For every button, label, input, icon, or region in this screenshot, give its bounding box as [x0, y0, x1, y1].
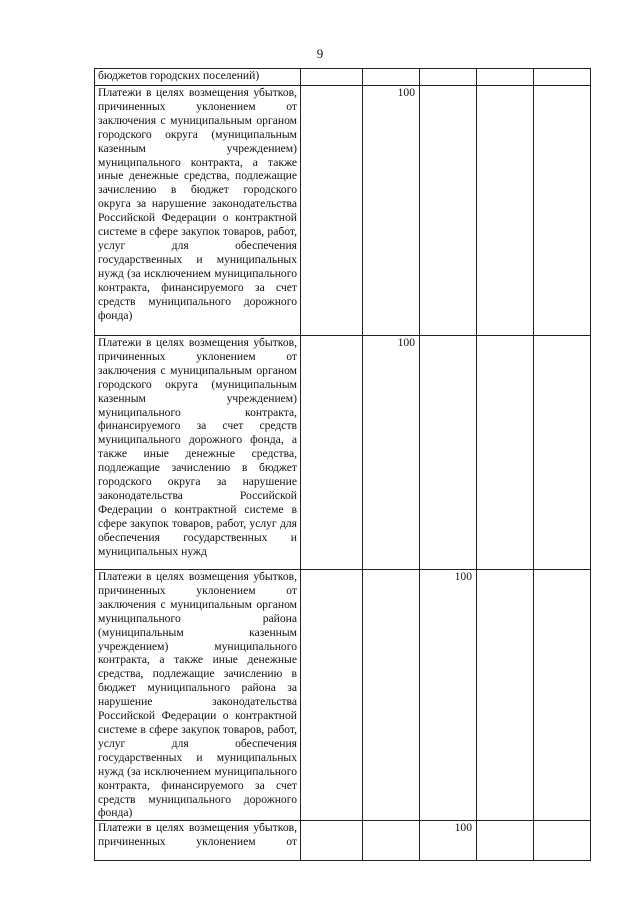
value-cell [363, 570, 420, 821]
table-row [95, 821, 591, 861]
value-cell [534, 336, 591, 570]
value-cell [477, 336, 534, 570]
table-row [95, 336, 591, 570]
value-cell [477, 86, 534, 336]
table-row [95, 69, 591, 86]
revenue-description: Платежи в целях возмещения убытков, причиненных уклонением от [95, 821, 301, 861]
value-cell: 100 [420, 570, 477, 821]
revenue-description: Платежи в целях возмещения убытков, причиненных уклонением от заключения с муниципальным органом муниципального района (муниципальным казенным учреждением) муниципального контракта, а также иные денежные средства, подлежащие зачислению в бюджет муниципального района за нарушение законодательства Российской Федерации о контрактной системе в сфере закупок товаров, работ, услуг для обеспечения государственных и муниципальных нужд (за исключением муниципального контракта, финансируемого за счет средств муниципального дорожного фонда) [95, 570, 301, 821]
value-cell [420, 86, 477, 336]
revenue-description: бюджетов городских поселений) [95, 69, 301, 86]
value-cell [477, 570, 534, 821]
value-cell [301, 69, 363, 86]
value-cell [477, 69, 534, 86]
value-cell [301, 570, 363, 821]
value-cell [534, 69, 591, 86]
revenue-description: Платежи в целях возмещения убытков, причиненных уклонением от заключения с муниципальным органом городского округа (муниципальным казенным учреждением) муниципального контракта, а также иные денежные средства, подлежащие зачислению в бюджет городского округа за нарушение законодательства Российской Федерации о контрактной системе в сфере закупок товаров, работ, услуг для обеспечения государственных и муниципальных нужд (за исключением муниципального контракта, финансируемого за счет средств муниципального дорожного фонда) [95, 86, 301, 336]
value-cell [420, 336, 477, 570]
page-number: 9 [316, 46, 324, 61]
value-cell [363, 69, 420, 86]
value-cell [301, 336, 363, 570]
value-cell: 100 [363, 86, 420, 336]
value-cell [420, 69, 477, 86]
value-cell: 100 [420, 821, 477, 861]
value-cell [363, 821, 420, 861]
value-cell [534, 570, 591, 821]
value-cell [534, 821, 591, 861]
revenue-description: Платежи в целях возмещения убытков, причиненных уклонением от заключения с муниципальным органом городского округа (муниципальным казенным учреждением) муниципального контракта, финансируемого за счет средств муниципального дорожного фонда, а также иные денежные средства, подлежащие зачислению в бюджет городского округа за нарушение законодательства Российской Федерации о контрактной системе в сфере закупок товаров, работ, услуг для обеспечения государственных и муниципальных нужд [95, 336, 301, 570]
budget-distribution-table [94, 68, 591, 861]
value-cell [301, 86, 363, 336]
table-row [95, 570, 591, 821]
value-cell: 100 [363, 336, 420, 570]
value-cell [301, 821, 363, 861]
value-cell [477, 821, 534, 861]
value-cell [534, 86, 591, 336]
table-row [95, 86, 591, 336]
